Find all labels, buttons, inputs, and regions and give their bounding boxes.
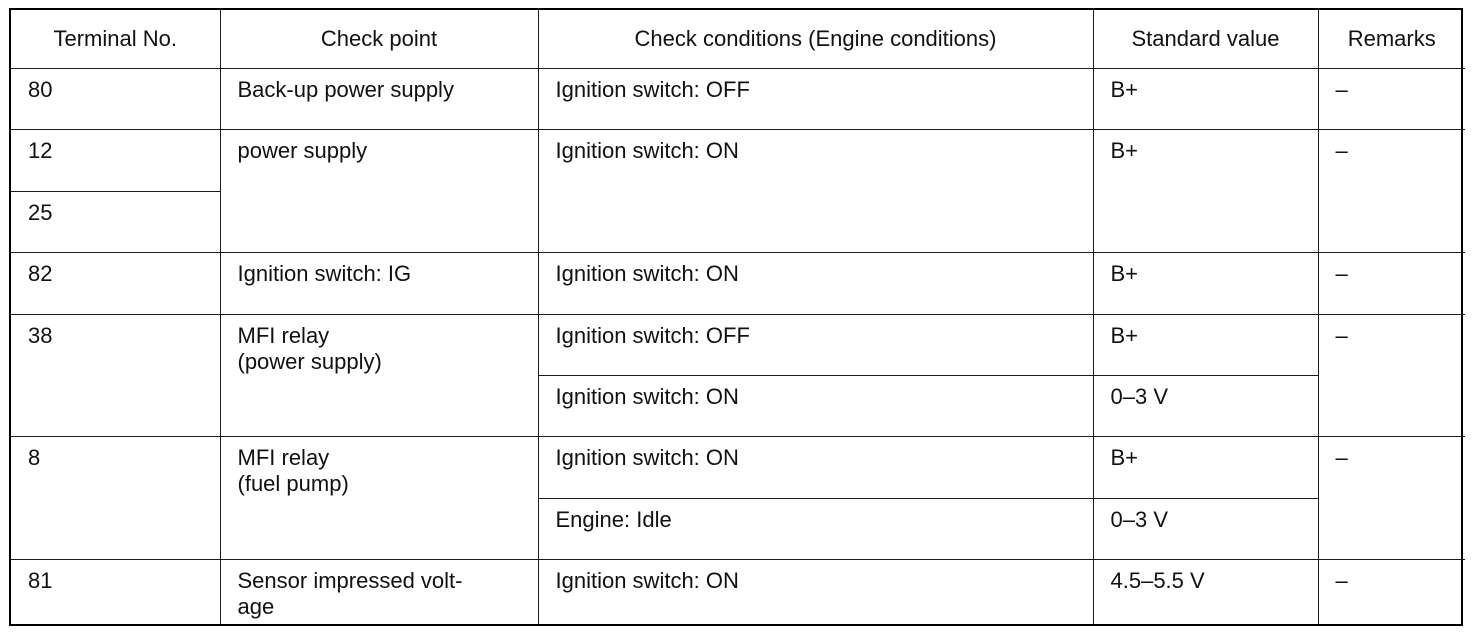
- standard-value-cell: 0–3 V: [1093, 498, 1318, 559]
- remarks-cell: –: [1318, 130, 1465, 253]
- check-point-line: (fuel pump): [237, 471, 349, 497]
- condition-cell: Engine: Idle: [538, 498, 1093, 559]
- table-row: [11, 314, 1465, 375]
- check-point-cell: Ignition switch: IG: [220, 253, 538, 314]
- table-row: [11, 437, 1465, 498]
- terminal-cell: 38: [11, 314, 220, 437]
- table-row: [11, 253, 1465, 314]
- header-terminal-no: Terminal No.: [11, 10, 220, 68]
- remarks-cell: –: [1318, 253, 1465, 314]
- condition-cell: Ignition switch: OFF: [538, 68, 1093, 129]
- standard-value-cell: 4.5–5.5 V: [1093, 560, 1318, 624]
- check-point-cell: [220, 437, 538, 560]
- check-point-cell: [220, 560, 538, 624]
- spec-table: [11, 10, 1465, 624]
- check-point-cell: [220, 314, 538, 437]
- standard-value-cell: B+: [1093, 437, 1318, 498]
- check-point-line: MFI relay: [237, 445, 330, 471]
- check-point-cell: Back-up power supply: [220, 68, 538, 129]
- condition-cell: Ignition switch: ON: [538, 253, 1093, 314]
- condition-cell: Ignition switch: ON: [538, 437, 1093, 498]
- standard-value-cell: B+: [1093, 130, 1318, 253]
- condition-cell: Ignition switch: OFF: [538, 314, 1093, 375]
- standard-value-cell: B+: [1093, 253, 1318, 314]
- check-point-cell: power supply: [220, 130, 538, 253]
- header-row: [11, 10, 1465, 68]
- header-remarks: Remarks: [1318, 10, 1465, 68]
- terminal-cell: 82: [11, 253, 220, 314]
- check-point-line: age: [237, 594, 275, 620]
- check-point-line: (power supply): [237, 348, 382, 374]
- header-check-conditions: Check conditions (Engine conditions): [538, 10, 1093, 68]
- table-row: [11, 68, 1465, 129]
- remarks-cell: –: [1318, 437, 1465, 560]
- terminal-cell: 80: [11, 68, 220, 129]
- table-row: [11, 560, 1465, 624]
- terminal-cell: 81: [11, 560, 220, 624]
- terminal-cell: 25: [11, 191, 220, 252]
- condition-cell: Ignition switch: ON: [538, 130, 1093, 253]
- condition-cell: Ignition switch: ON: [538, 375, 1093, 436]
- remarks-cell: –: [1318, 560, 1465, 624]
- terminal-cell: 12: [11, 130, 220, 191]
- table-row: [11, 130, 1465, 191]
- check-point-line: Sensor impressed volt-: [237, 568, 463, 594]
- standard-value-cell: 0–3 V: [1093, 375, 1318, 436]
- header-check-point: Check point: [220, 10, 538, 68]
- standard-value-cell: B+: [1093, 314, 1318, 375]
- remarks-cell: –: [1318, 314, 1465, 437]
- standard-value-cell: B+: [1093, 68, 1318, 129]
- ecu-terminal-check-table: [9, 8, 1463, 626]
- condition-cell: Ignition switch: ON: [538, 560, 1093, 624]
- header-standard-value: Standard value: [1093, 10, 1318, 68]
- remarks-cell: –: [1318, 68, 1465, 129]
- terminal-cell: 8: [11, 437, 220, 560]
- check-point-line: MFI relay: [237, 322, 330, 348]
